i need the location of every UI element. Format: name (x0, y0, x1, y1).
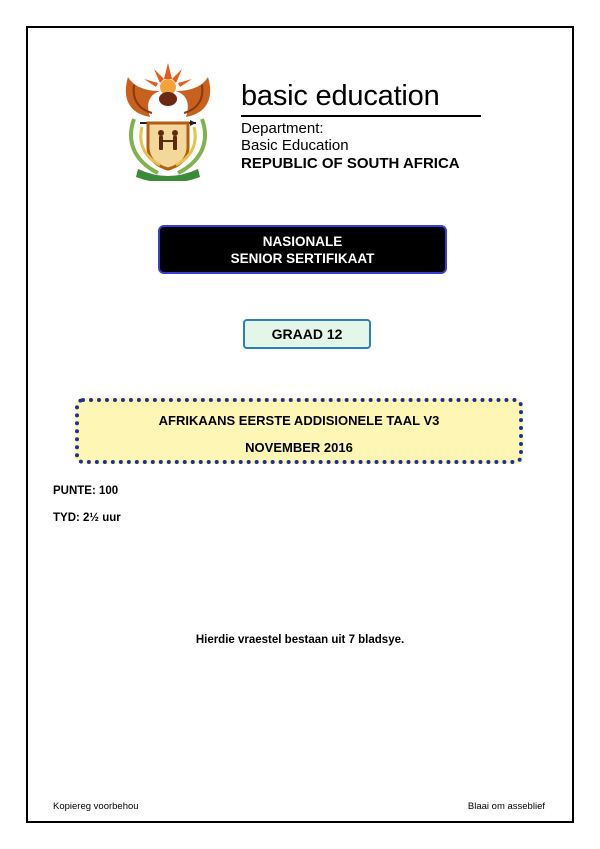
brand-title: basic education (241, 80, 440, 112)
page-count-note: Hierdie vraestel bestaan uit 7 bladsye. (195, 634, 405, 646)
brand-underline (241, 115, 481, 117)
coat-of-arms-icon (120, 57, 216, 181)
marks-label: PUNTE: 100 (53, 485, 119, 497)
certificate-line-1: NASIONALE (262, 233, 343, 249)
certificate-banner (158, 225, 447, 274)
footer-turn-page: Blaai om asseblief (467, 801, 545, 812)
subject-title: AFRIKAANS EERSTE ADDISIONELE TAAL V3 (158, 413, 440, 428)
certificate-line-2: SENIOR SERTIFIKAAT (230, 250, 375, 266)
department-name: Basic Education (241, 137, 349, 154)
footer-copyright: Kopiereg voorbehou (53, 801, 139, 812)
department-label: Department: (241, 120, 324, 137)
subject-box (75, 398, 523, 464)
department-branding (241, 78, 481, 173)
country-name: REPUBLIC OF SOUTH AFRICA (241, 155, 460, 172)
exam-date: NOVEMBER 2016 (245, 440, 353, 455)
grade-badge: GRAAD 12 (243, 319, 371, 349)
time-label: TYD: 2½ uur (53, 512, 121, 524)
